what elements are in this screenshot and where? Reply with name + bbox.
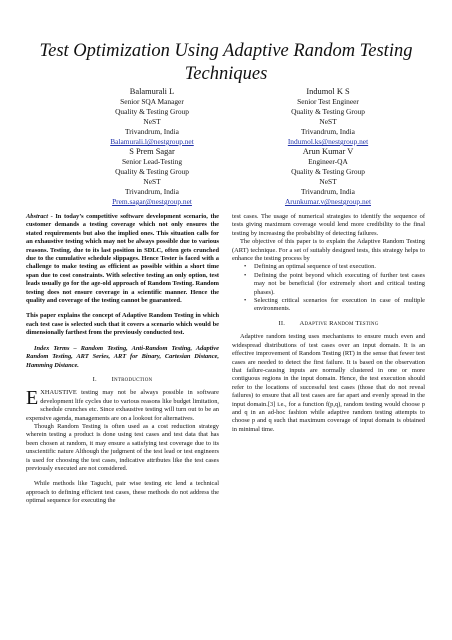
author-location: Trivandrum, India — [301, 127, 355, 136]
intro-paragraph-3: While methods like Taguchi, pair wise testing etc lend a technical approach to defining efficient test cases, these methods do not address the optimal sequence for executing the — [26, 480, 219, 505]
author-block-3 — [62, 147, 242, 207]
abstract-text: - In today’s competitive software development scenario, the customer demands a testing coverage which not only ensures the stated requirements but also the implied ones. This situation calls for an exhaustive testing which may not be always possible due to various reasons. Testing, due to its last position in SDLC, often gets crunched due to the cumulative schedule slippages. Hence Tester is faced with a challenge to make testing as efficient as possible within a short time span due to cost constraints. With selective testing an only option, test leads usually go for the age-old approach of Random Testing. Random testing does not ensure coverage in a scientific manner. Hence the quality and coverage of the testing cannot be guaranteed. — [26, 213, 219, 305]
right-paragraph-3: Adaptive random testing uses mechanisms to ensure much even and widespread distributions of test cases over an input domain. It is an effective improvement of Random Testing (RT) in the sense that fewer test cases are needed to detect the first failure. It is based on the observation that failure-causing inputs are normally clustered in one or more contiguous regions in the input domain. Hence, the test execution should refer to the locations of successful test cases (those that do not reveal failures) to ensure that all test cases are far apart and evenly spread in the input domain.[3] i.e., for a function f(p,q), random testing would choose p and q in an ad-hoc fashion while adaptive random testing attempts to choose p and q such that maximum coverage of input domain is obtained in minimal time. — [232, 333, 425, 433]
author-email-link[interactable]: Prem.sagar@nestgroup.net — [112, 197, 192, 206]
author-org: NeST — [319, 117, 337, 126]
section-heading-introduction: I. Introduction — [92, 375, 153, 383]
abstract-text-2: This paper explains the concept of Adaptive Random Testing in which each test case is selected such that it covers a scenario which would be dimensionally farthest from the previously conducted test. — [26, 312, 219, 337]
intro-paragraph-1 — [26, 389, 219, 423]
bullet-icon: • — [244, 297, 247, 305]
author-email-link[interactable]: Indumol.ks@nestgroup.net — [287, 137, 369, 146]
section-heading-adaptive-random-testing: II. Adaptive Random Testing — [278, 319, 379, 327]
author-block-4 — [238, 147, 418, 207]
author-org: NeST — [143, 177, 161, 186]
right-paragraph-1: test cases. The usage of numerical strategies to identify the sequence of tests giving maximum coverage would lend more credibility to the final testing by increasing the probability of detecting failures. — [232, 213, 425, 237]
list-item-text: Selecting critical scenarios for execution in case of multiple environments. — [254, 297, 425, 313]
author-role: Senior Lead-Testing — [121, 157, 183, 166]
paper-title: Test Optimization Using Adaptive Random Testing Techniques — [39, 41, 413, 84]
bullet-icon: • — [244, 263, 247, 271]
abstract-label: Abstract — [26, 213, 49, 220]
author-block-1 — [62, 87, 242, 147]
left-column — [26, 213, 219, 506]
index-terms — [26, 345, 219, 370]
author-name: Balamurali L — [129, 87, 175, 96]
drop-cap: E — [26, 387, 39, 410]
list-item — [232, 272, 425, 297]
author-role: Senior SQA Manager — [120, 97, 184, 106]
author-role: Senior Test Engineer — [297, 97, 359, 106]
list-item — [232, 297, 425, 314]
author-group: Quality & Testing Group — [115, 107, 189, 116]
author-location: Trivandrum, India — [125, 127, 179, 136]
author-group: Quality & Testing Group — [291, 107, 365, 116]
bullet-icon: • — [244, 271, 247, 279]
author-location: Trivandrum, India — [301, 187, 355, 196]
author-location: Trivandrum, India — [125, 187, 179, 196]
author-email-link[interactable]: Arunkumar.v@nestgroup.net — [284, 197, 372, 206]
list-item-text: Defining an optimal sequence of test execution. — [254, 263, 376, 271]
index-terms-label: Index Terms — [34, 344, 70, 352]
index-terms-text: – Random Testing, Anti-Random Testing, Adaptive Random Testing, ART Series, ART for Binary, Cartesian Distance, Hamming Distance. — [26, 344, 219, 369]
abstract — [26, 213, 219, 305]
author-name: Indumol K S — [306, 87, 350, 96]
right-paragraph-2: The objective of this paper is to explain the Adaptive Random Testing (ART) technique. For a set of suitably designed tests, this strategy helps to enhance the testing process by — [232, 238, 425, 263]
author-group: Quality & Testing Group — [291, 167, 365, 176]
author-name: S Prem Sagar — [129, 147, 175, 156]
author-org: NeST — [319, 177, 337, 186]
intro-paragraph-1-text: XHAUSTIVE testing may not be always possible in software development life cycles due to various reasons like budget limitation, schedule crunches etc. Since exhaustive testing will turn out to be an expensive agenda, managements are on a lookout for alternatives. — [26, 389, 219, 422]
list-item-text: Defining the point beyond which executing of further test cases may not be beneficial (for extremely short and critical testing phases). — [254, 271, 425, 296]
list-item — [232, 263, 425, 271]
right-column — [232, 213, 425, 434]
author-email-link[interactable]: Balamurali.l@nestgroup.net — [110, 137, 194, 146]
author-role: Engineer-QA — [308, 157, 348, 166]
intro-paragraph-2: Though Random Testing is often used as a cost reduction strategy wherein testing a product is done using test cases and test data that has been chosen at random, it may ensure a satisfying test coverage due to its unscientific nature Although the judgment of the test lead or test engineers is used for choosing the test cases, indicative attributes like the test cases previously executed are not considered. — [26, 422, 219, 472]
author-org: NeST — [143, 117, 161, 126]
author-group: Quality & Testing Group — [115, 167, 189, 176]
author-name: Arun Kumar V — [302, 147, 354, 156]
author-block-2 — [238, 87, 418, 147]
